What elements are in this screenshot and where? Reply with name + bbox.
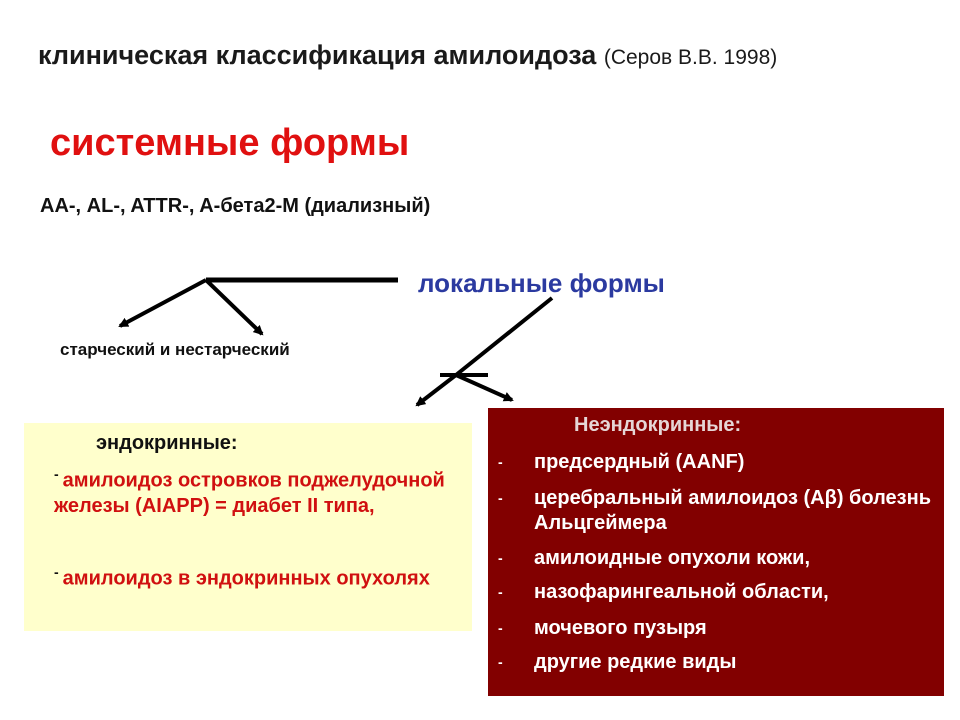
bullet-dash: - — [54, 564, 59, 580]
systemic-forms-types: АА-, AL-, ATTR-, A-бета2-M (диализный) — [40, 195, 431, 217]
nonendocrine-item — [498, 546, 938, 578]
nonendocrine-item — [498, 486, 938, 536]
arrow-local-diagonal — [456, 298, 552, 375]
bullet-dash: - — [498, 490, 503, 506]
nonendocrine-item-text: церебральный амилоидоз (Aβ) болезнь Альцгеймера — [534, 487, 931, 534]
endocrine-item — [54, 560, 464, 592]
endocrine-item-text: амилоидоз островков поджелудочной железы (AIAPP) = диабет II типа, — [54, 469, 445, 517]
nonendocrine-item — [498, 450, 938, 482]
bullet-dash: - — [498, 550, 503, 566]
bullet-dash: - — [54, 466, 59, 482]
title-source: (Серов В.В. 1998) — [603, 46, 778, 69]
bullet-dash: - — [498, 654, 503, 670]
endocrine-title: эндокринные: — [96, 432, 238, 454]
title-main: клиническая классификация амилоидоза — [38, 40, 597, 70]
nonendocrine-item — [498, 616, 938, 648]
nonendocrine-item-text: назофарингеальной области, — [534, 581, 829, 603]
nonendocrine-item — [498, 650, 938, 682]
nonendocrine-item — [498, 580, 938, 612]
endocrine-item-text: амилоидоз в эндокринных опухолях — [62, 567, 430, 590]
nonendocrine-item-text: мочевого пузыря — [534, 617, 707, 639]
nonendocrine-item-text: амилоидные опухоли кожи, — [534, 547, 810, 569]
endocrine-item — [54, 462, 464, 519]
arrow-right-branch — [206, 280, 262, 334]
nonendocrine-item-text: другие редкие виды — [534, 651, 737, 673]
bullet-dash: - — [498, 584, 503, 600]
local-forms-heading: локальные формы — [418, 268, 665, 298]
nonendocrine-item-text: предсердный (AANF) — [534, 451, 745, 473]
bullet-dash: - — [498, 454, 503, 470]
systemic-forms-heading: системные формы — [50, 122, 410, 164]
nonendocrine-title: Неэндокринные: — [574, 414, 742, 436]
arrow-to-nonendocrine — [456, 375, 512, 400]
arrow-to-endocrine — [417, 375, 456, 405]
endocrine-box — [24, 423, 472, 631]
senile-label: старческий и нестарческий — [60, 340, 290, 359]
arrow-left-branch — [120, 280, 206, 326]
bullet-dash: - — [498, 620, 503, 636]
